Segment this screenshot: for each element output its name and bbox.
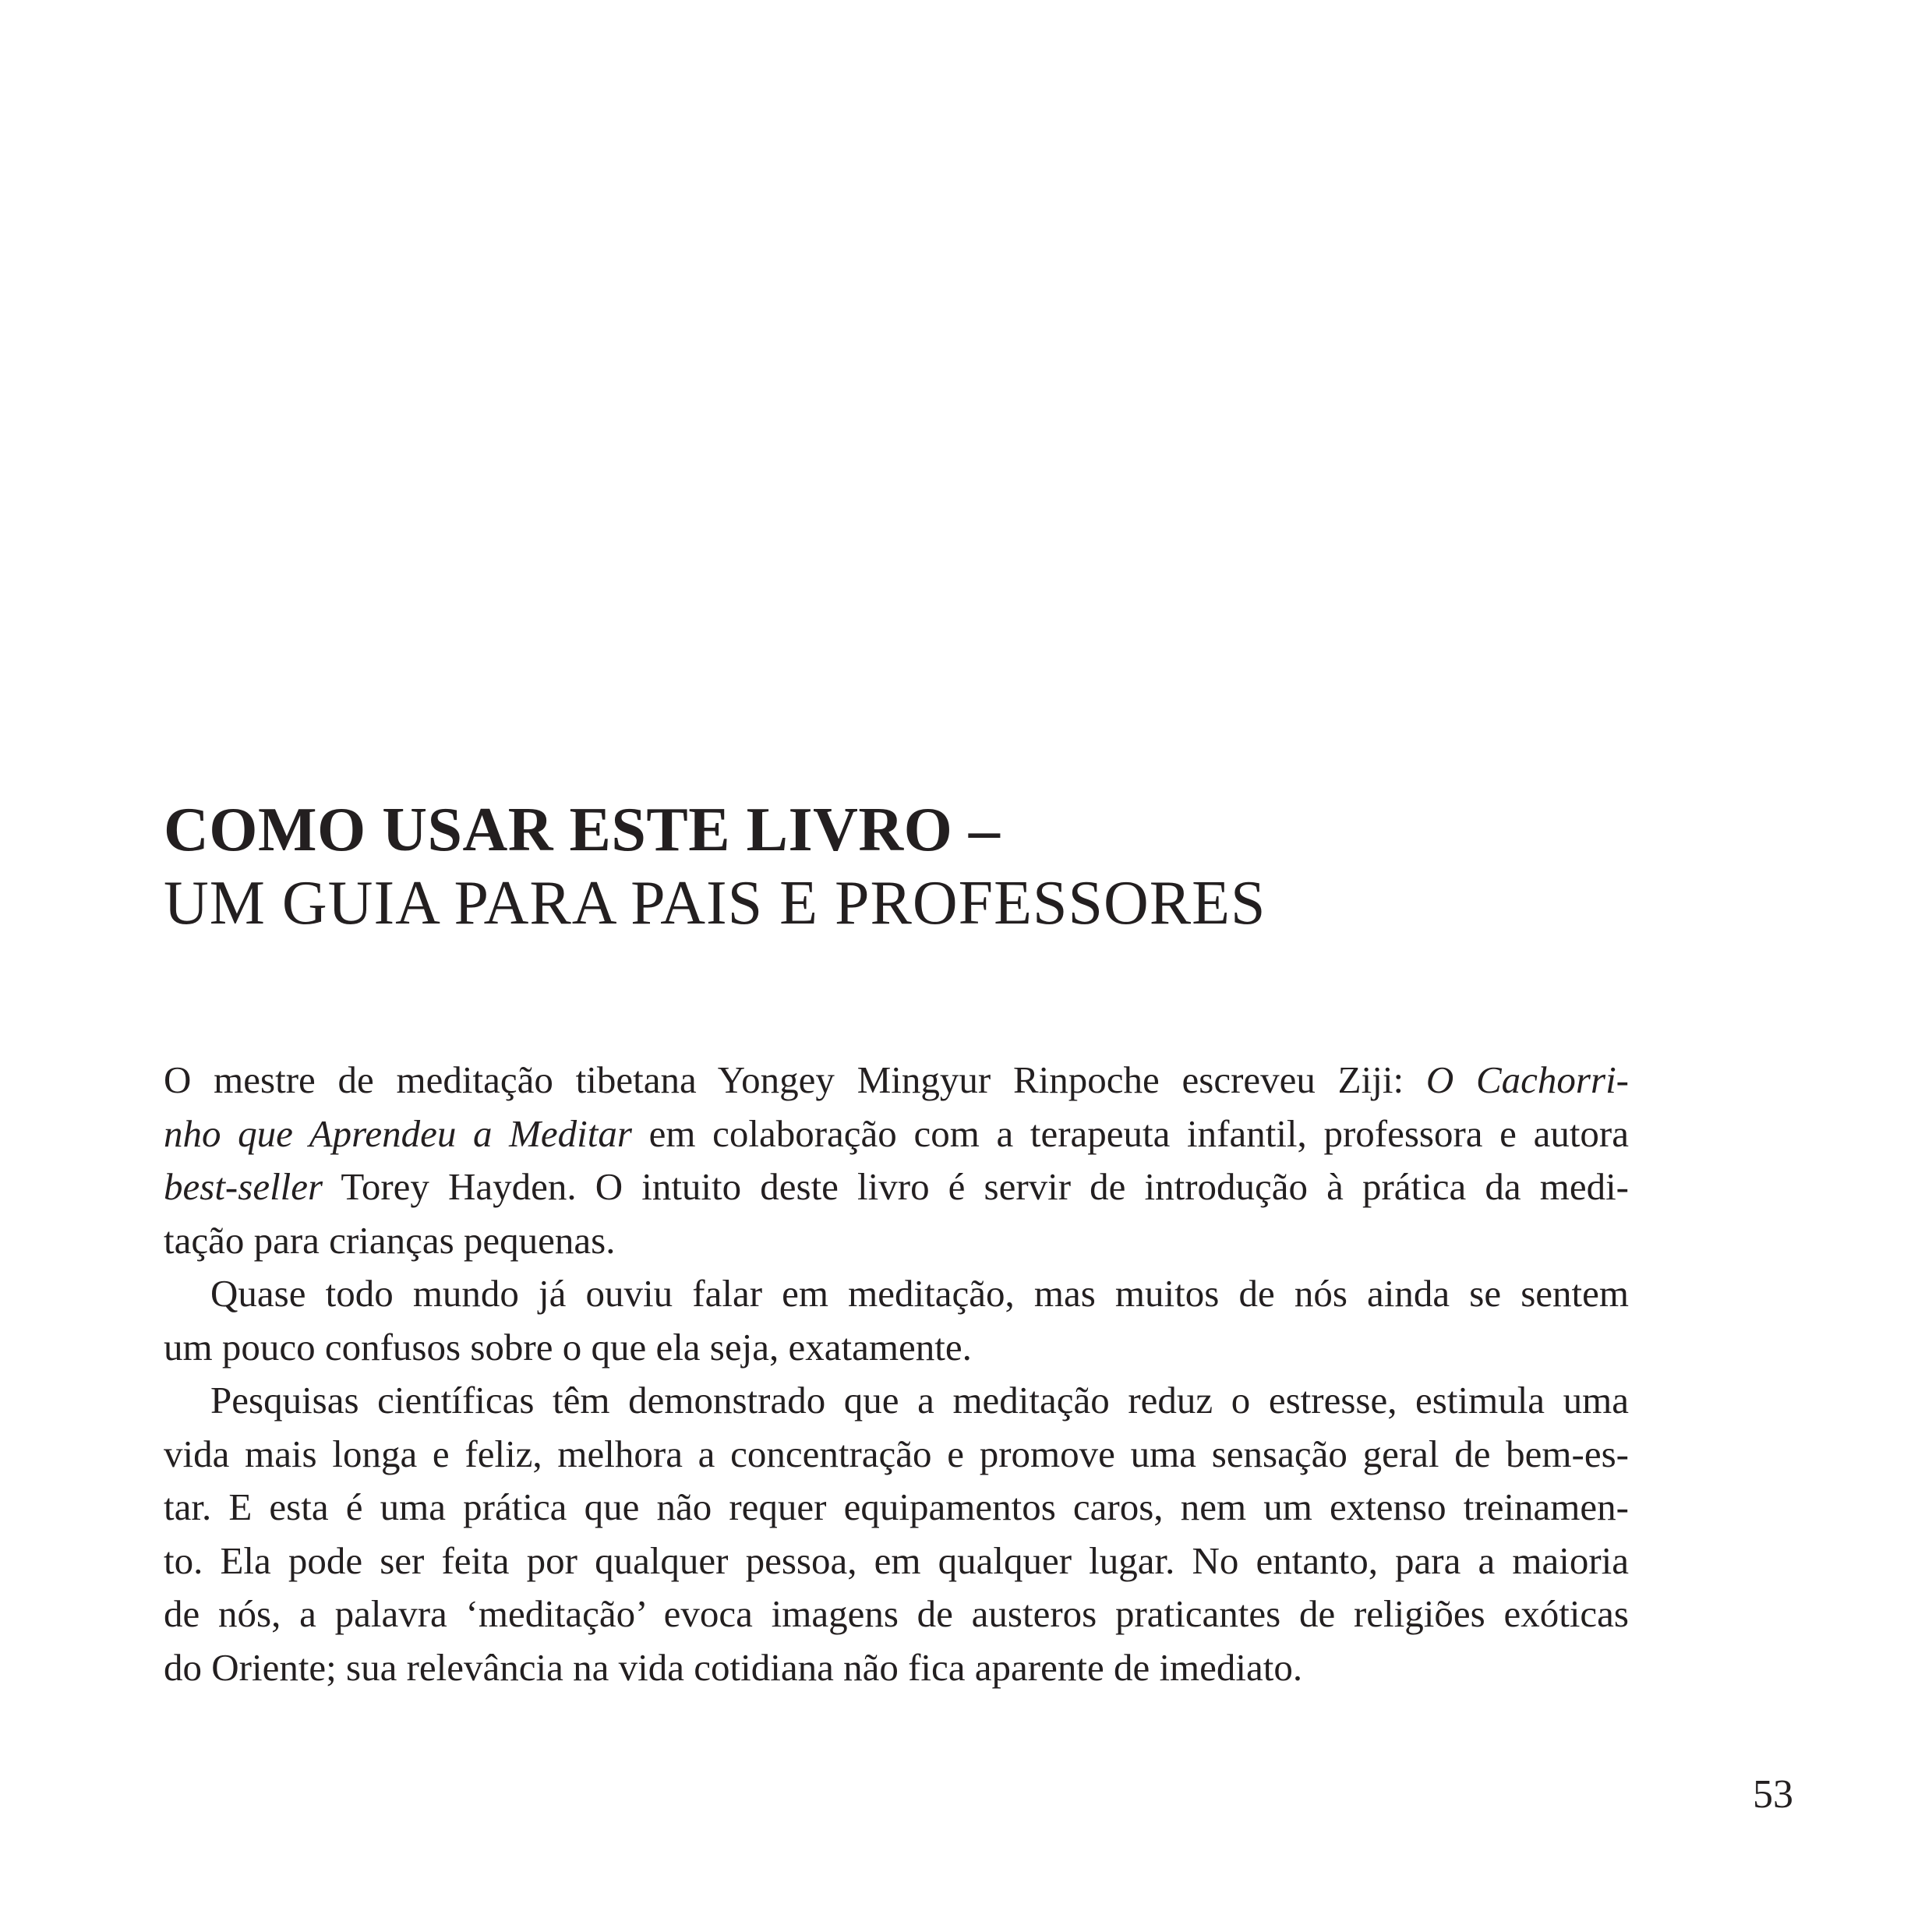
paragraph-1-line-2 <box>164 1107 1629 1161</box>
paragraph-3-line-4: to. Ela pode ser feita por qualquer pessoa, em qualquer lugar. No entanto, para a maioria <box>164 1538 1629 1582</box>
chapter-heading <box>164 793 1644 940</box>
paragraph-3-line-6: do Oriente; sua relevância na vida cotidiana não fica aparente de imediato. <box>164 1645 1303 1689</box>
paragraph-1-line-1 <box>164 1054 1629 1107</box>
chapter-title: COMO USAR ESTE LIVRO – <box>164 796 1001 864</box>
paragraph-2-line-1: Quase todo mundo já ouviu falar em meditação, mas muitos de nós ainda se sentem <box>210 1272 1629 1315</box>
term-italic: best-seller <box>164 1165 323 1208</box>
page-number: 53 <box>1753 1772 1793 1817</box>
text-segment: em colaboração com a terapeuta infantil, professora e autora <box>631 1111 1629 1155</box>
paragraph-3-line-3: tar. E esta é uma prática que não requer equipamentos caros, nem um extenso treinamen- <box>164 1485 1629 1528</box>
text-segment: Torey Hayden. O intuito deste livro é servir de introdução à prática da medi- <box>323 1165 1629 1208</box>
body-text <box>164 1054 1629 1694</box>
book-title-italic: nho que Aprendeu a Meditar <box>164 1111 632 1155</box>
paragraph-3-line-1: Pesquisas científicas têm demonstrado que a meditação reduz o estresse, estimula uma <box>210 1379 1629 1422</box>
text-segment: O mestre de meditação tibetana Yongey Mingyur Rinpoche escreveu Ziji: <box>164 1058 1426 1101</box>
book-title-italic: O Cachorri- <box>1425 1058 1629 1101</box>
paragraph-1-line-4: tação para crianças pequenas. <box>164 1218 616 1262</box>
paragraph-3-line-5: de nós, a palavra ‘meditação’ evoca imagens de austeros praticantes de religiões exóticas <box>164 1592 1629 1635</box>
paragraph-2-line-2: um pouco confusos sobre o que ela seja, exatamente. <box>164 1325 972 1369</box>
paragraph-3-line-2: vida mais longa e feliz, melhora a concentração e promove uma sensação geral de bem-es- <box>164 1432 1629 1475</box>
paragraph-1-line-3 <box>164 1160 1629 1214</box>
chapter-subtitle: UM GUIA PARA PAIS E PROFESSORES <box>164 869 1266 938</box>
